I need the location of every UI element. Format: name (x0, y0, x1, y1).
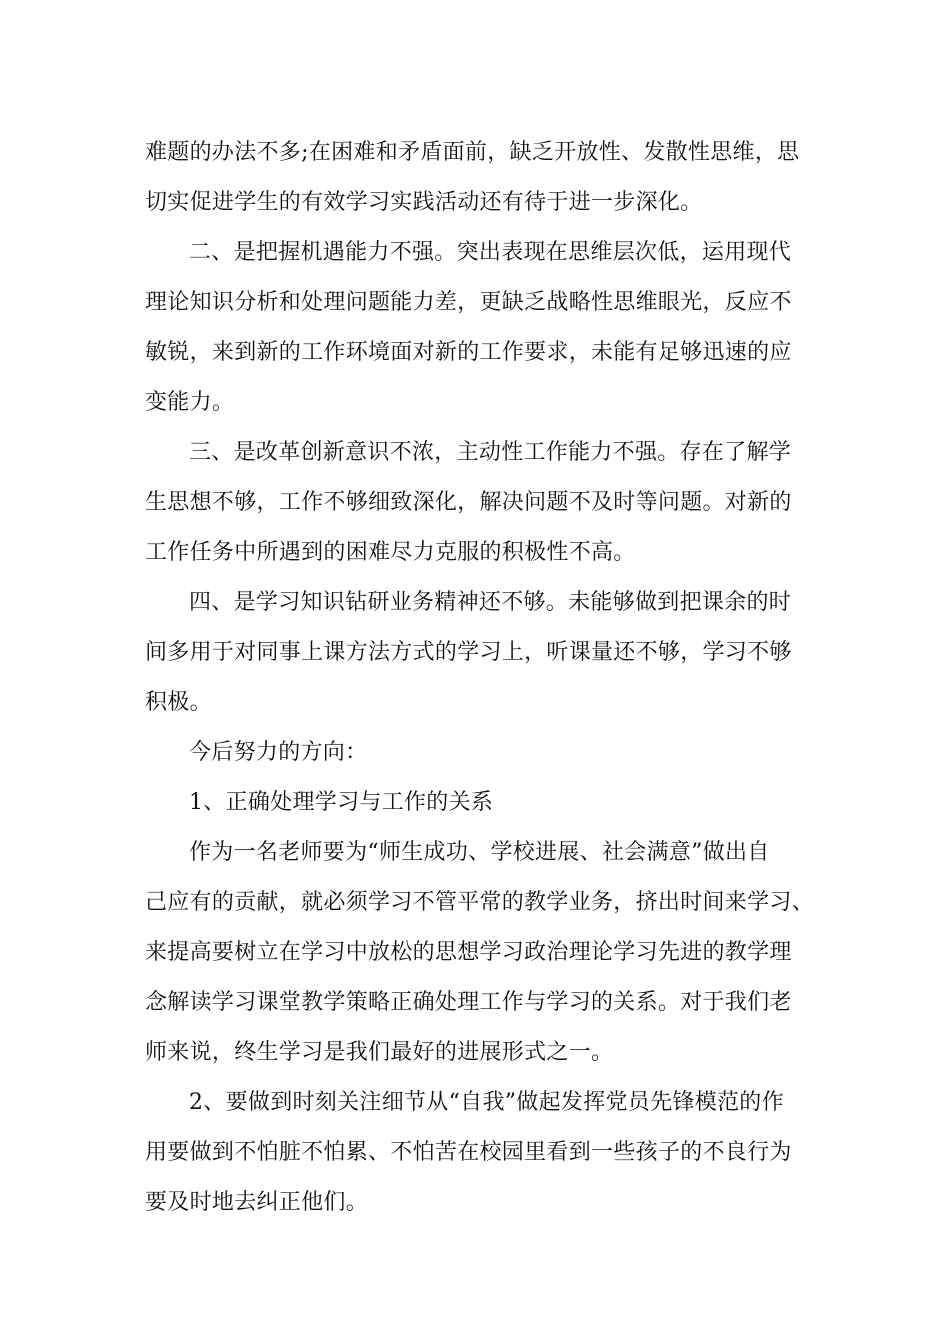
text-line-17: 来提高要树立在学习中放松的思想学习政治理论学习先进的教学理 (145, 940, 792, 965)
text-line-5: 敏锐，来到新的工作环境面对新的工作要求，未能有足够迅速的应 (145, 340, 792, 365)
text-line-6: 变能力。 (145, 390, 235, 415)
text-line-20: 2、要做到时刻关注细节从“自我”做起发挥党员先锋模范的作 (189, 1090, 784, 1115)
text-line-15: 作为一名老师要为“师生成功、学校进展、社会满意”做出自 (189, 840, 770, 865)
text-line-9: 工作任务中所遇到的困难尽力克服的积极性不高。 (145, 540, 636, 565)
text-line-7: 三、是改革创新意识不浓，主动性工作能力不强。存在了解学 (189, 440, 792, 465)
text-line-4: 理论知识分析和处理问题能力差，更缺乏战略性思维眼光，反应不 (145, 290, 792, 315)
document-body (145, 128, 825, 1228)
subheading-1: 1、正确处理学习与工作的关系 (189, 790, 494, 815)
text-line-16: 己应有的贡献，就必须学习不管平常的教学业务，挤出时间来学习、 (145, 890, 815, 915)
text-line-8: 生思想不够，工作不够细致深化，解决问题不及时等问题。对新的 (145, 490, 792, 515)
text-line-19: 师来说，终生学习是我们最好的进展形式之一。 (145, 1040, 614, 1065)
text-line-3: 二、是把握机遇能力不强。突出表现在思维层次低，运用现代 (189, 240, 792, 265)
text-line-18: 念解读学习课堂教学策略正确处理工作与学习的关系。对于我们老 (145, 990, 792, 1015)
text-line-11: 间多用于对同事上课方法方式的学习上，听课量还不够，学习不够 (145, 640, 792, 665)
text-line-2: 切实促进学生的有效学习实践活动还有待于进一步深化。 (145, 190, 703, 215)
text-line-10: 四、是学习知识钻研业务精神还不够。未能够做到把课余的时 (189, 590, 792, 615)
text-line-12: 积极。 (145, 690, 212, 715)
text-line-21: 用要做到不怕脏不怕累、不怕苦在校园里看到一些孩子的不良行为 (145, 1140, 792, 1165)
section-heading: 今后努力的方向： (189, 740, 368, 765)
text-line-22: 要及时地去纠正他们。 (145, 1190, 369, 1215)
text-line-1: 难题的办法不多;在困难和矛盾面前，缺乏开放性、发散性思维，思 (145, 140, 800, 165)
